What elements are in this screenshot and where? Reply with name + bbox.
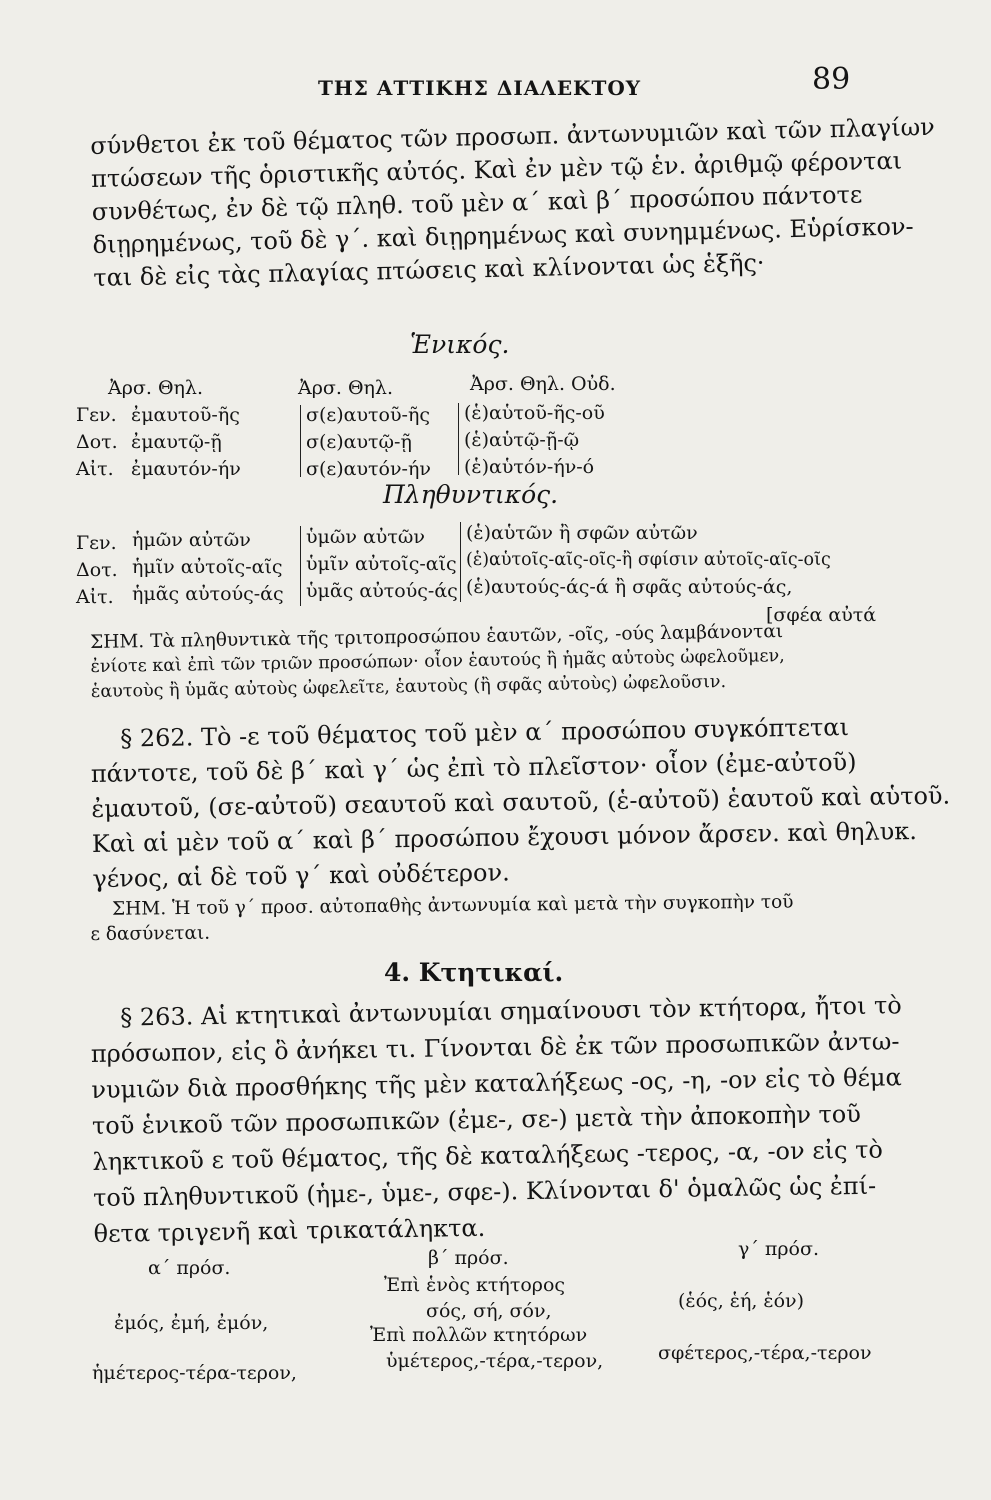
text-line: ται δὲ εἰς τὰς πλαγίας πτώσεις καὶ κλίνονται ὡς ἑξῆς· — [93, 248, 765, 292]
first-person-header: α΄ πρόσ. — [148, 1257, 231, 1279]
possessive-cell: ἡμέτερος-τέρα-τερον, — [92, 1362, 297, 1384]
singular-declension-table — [0, 373, 991, 480]
possessive-cell: σφέτερος,-τέρα,-τερον — [658, 1342, 872, 1364]
text-line: ληκτικοῦ ε τοῦ θέματος, τῆς δὲ καταλήξεως -τερος, -α, -ον εἰς τὸ — [92, 1135, 884, 1176]
table-cell: ἐμαυτῷ-ῇ — [131, 431, 222, 453]
note-line: ε δασύνεται. — [90, 922, 211, 945]
table-cell: ἐμαυτόν-ήν — [131, 458, 241, 480]
note-line: ἐνίοτε καὶ ἐπὶ τῶν τριῶν προσώπων· οἷον ἑαυτούς ἢ ἡμᾶς αὐτοὺς ὠφελοῦμεν, — [90, 646, 785, 677]
table-cell: ἡμῶν αὐτῶν — [132, 529, 251, 551]
table-cell: (ἑ)αὑτοῦ-ῆς-οῦ — [464, 402, 605, 424]
text-line: § 263. Αἱ κτητικαὶ ἀντωνυμίαι σημαίνουσι τὸν κτήτορα, ἤτοι τὸ — [120, 991, 902, 1032]
possessive-cell: ἐμός, ἐμή, ἐμόν, — [114, 1312, 269, 1334]
page-header — [0, 60, 991, 110]
text-line: τοῦ πληθυντικοῦ (ἡμε-, ὑμε-, σφε-). Κλίνονται δ' ὁμαλῶς ὡς ἐπί- — [92, 1171, 877, 1212]
text-line: πάντοτε, τοῦ δὲ β΄ καὶ γ΄ ὡς ἐπὶ τὸ πλεῖστον· οἷον (ἐμε-αὐτοῦ) — [90, 747, 857, 788]
table-cell: ὑμῶν αὐτῶν — [306, 526, 425, 548]
table-cell: (ἑ)αὑτόν-ήν-ό — [464, 456, 595, 478]
column-divider — [300, 526, 301, 606]
case-label: Αἰτ. — [76, 458, 114, 480]
singular-caption: Ἑνικός. — [410, 330, 510, 359]
paragraph-compound-pronouns — [90, 112, 936, 295]
plural-declension-table — [0, 518, 991, 628]
table-cell: σ(ε)αυτόν-ήν — [306, 458, 431, 480]
text-line: πρόσωπον, εἰς ὃ ἀνήκει τι. Γίνονται δὲ ἐκ τῶν προσωπικῶν ἀντω- — [90, 1027, 900, 1068]
table-cell: ἡμῖν αὐτοῖς-αῖς — [132, 556, 283, 578]
column-divider — [458, 403, 459, 475]
text-line: τοῦ ἑνικοῦ τῶν προσωπικῶν (ἐμε-, σε-) μετὰ τὴν ἀποκοπὴν τοῦ — [91, 1099, 862, 1140]
possessive-cell: (ἑός, ἑή, ἑόν) — [678, 1290, 805, 1312]
third-person-header: γ΄ πρόσ. — [738, 1238, 820, 1260]
note-line: ΣΗΜ. Τὰ πληθυντικὰ τῆς τριτοπροσώπου ἑαυτῶν, -οῖς, -ούς λαμβάνονται — [90, 621, 784, 653]
text-line: ἐμαυτοῦ, (σε-αὐτοῦ) σεαυτοῦ καὶ σαυτοῦ, (ἑ-αὐτοῦ) ἑαυτοῦ καὶ αὑτοῦ. — [91, 781, 951, 823]
table-cell: (ἑ)αὑτῶν ἢ σφῶν αὐτῶν — [466, 522, 698, 544]
case-label: Γεν. — [76, 404, 117, 426]
note-line: ΣΗΜ. Ἡ τοῦ γ΄ προσ. αὐτοπαθὴς ἀντωνυμία καὶ μετὰ τὴν συγκοπὴν τοῦ — [112, 891, 794, 920]
table-continuation: [σφέα αὐτά — [766, 604, 877, 626]
running-title: ΤΗΣ ΑΤΤΙΚΗΣ ΔΙΑΛΕΚΤΟΥ — [318, 76, 642, 100]
text-line: θετα τριγενῆ καὶ τρικατάληκτα. — [93, 1213, 486, 1248]
note-plural-reflexive — [90, 617, 891, 705]
table-cell: (ἑ)αὑτῷ-ῇ-ῷ — [464, 429, 580, 451]
text-line: διῃρημένως, τοῦ δὲ γ΄. καὶ διῃρημένως καὶ συνημμένως. Εὑρίσκον- — [92, 212, 914, 259]
table-cell: ἡμᾶς αὐτούς-άς — [132, 583, 284, 605]
text-line: Καὶ αἱ μὲν τοῦ α΄ καὶ β΄ προσώπου ἔχουσι μόνον ἄρσεν. καὶ θηλυκ. — [91, 817, 918, 858]
plural-caption: Πληθυντικός. — [383, 480, 559, 509]
table-cell: ὑμᾶς αὐτούς-άς — [306, 580, 458, 602]
case-label: Δοτ. — [76, 559, 118, 581]
table-cell: (ἑ)αυτούς-άς-ά ἢ σφᾶς αὐτούς-άς, — [466, 576, 793, 598]
paragraph-263 — [90, 988, 902, 1252]
table-cell: ἐμαυτοῦ-ῆς — [131, 404, 240, 426]
table-cell: (ἑ)αὑτοῖς-αῖς-οῖς-ἢ σφίσιν αὐτοῖς-αῖς-οῖς — [466, 550, 831, 570]
possessive-cell: ὑμέτερος,-τέρα,-τερον, — [386, 1350, 604, 1372]
note-line: ἑαυτοὺς ἢ ὑμᾶς αὐτοὺς ὠφελεῖτε, ἑαυτοὺς (ἢ σφᾶς αὐτοὺς) ὠφελοῦσιν. — [90, 672, 727, 702]
text-line: § 262. Τὸ -ε τοῦ θέματος τοῦ μὲν α΄ προσώπου συγκόπτεται — [120, 713, 850, 753]
column-header: Ἀρσ. Θηλ. Οὐδ. — [470, 373, 616, 395]
case-label: Γεν. — [76, 532, 117, 554]
case-label: Δοτ. — [76, 431, 118, 453]
text-line: γένος, αἱ δὲ τοῦ γ΄ καὶ οὐδέτερον. — [92, 858, 510, 893]
text-line: σύνθετοι ἐκ τοῦ θέματος τῶν προσωπ. ἀντωνυμιῶν καὶ τῶν πλαγίων — [90, 112, 936, 160]
text-line: πτώσεων τῆς ὁριστικῆς αὐτός. Καὶ ἐν μὲν τῷ ἑν. ἀριθμῷ φέρονται — [90, 146, 903, 193]
column-divider — [460, 522, 461, 602]
note-reflexive-aspiration — [90, 889, 890, 947]
column-header: Ἀρσ. Θηλ. — [108, 377, 203, 399]
many-owners-label: Ἐπὶ πολλῶν κτητόρων — [370, 1324, 588, 1346]
paragraph-262 — [90, 710, 951, 897]
section-heading: 4. Κτητικαί. — [384, 958, 564, 987]
possessive-cell: σός, σή, σόν, — [426, 1300, 552, 1322]
one-owner-label: Ἐπὶ ἑνὸς κτήτορος — [384, 1274, 566, 1296]
column-divider — [300, 405, 301, 477]
text-line: συνθέτως, ἐν δὲ τῷ πληθ. τοῦ μὲν α΄ καὶ β΄ προσώπου πάντοτε — [91, 180, 863, 226]
table-cell: σ(ε)αυτῷ-ῇ — [306, 431, 412, 453]
table-cell: σ(ε)αυτοῦ-ῆς — [306, 404, 430, 426]
second-person-header: β΄ πρόσ. — [428, 1247, 509, 1269]
case-label: Αἰτ. — [76, 586, 114, 608]
page-number: 89 — [812, 62, 851, 97]
column-header: Ἀρσ. Θηλ. — [298, 377, 393, 399]
text-line: νυμιῶν διὰ προσθήκης τῆς μὲν καταλήξεως -ος, -η, -ον εἰς τὸ θέμα — [91, 1063, 902, 1104]
table-cell: ὑμῖν αὐτοῖς-αῖς — [306, 553, 457, 575]
